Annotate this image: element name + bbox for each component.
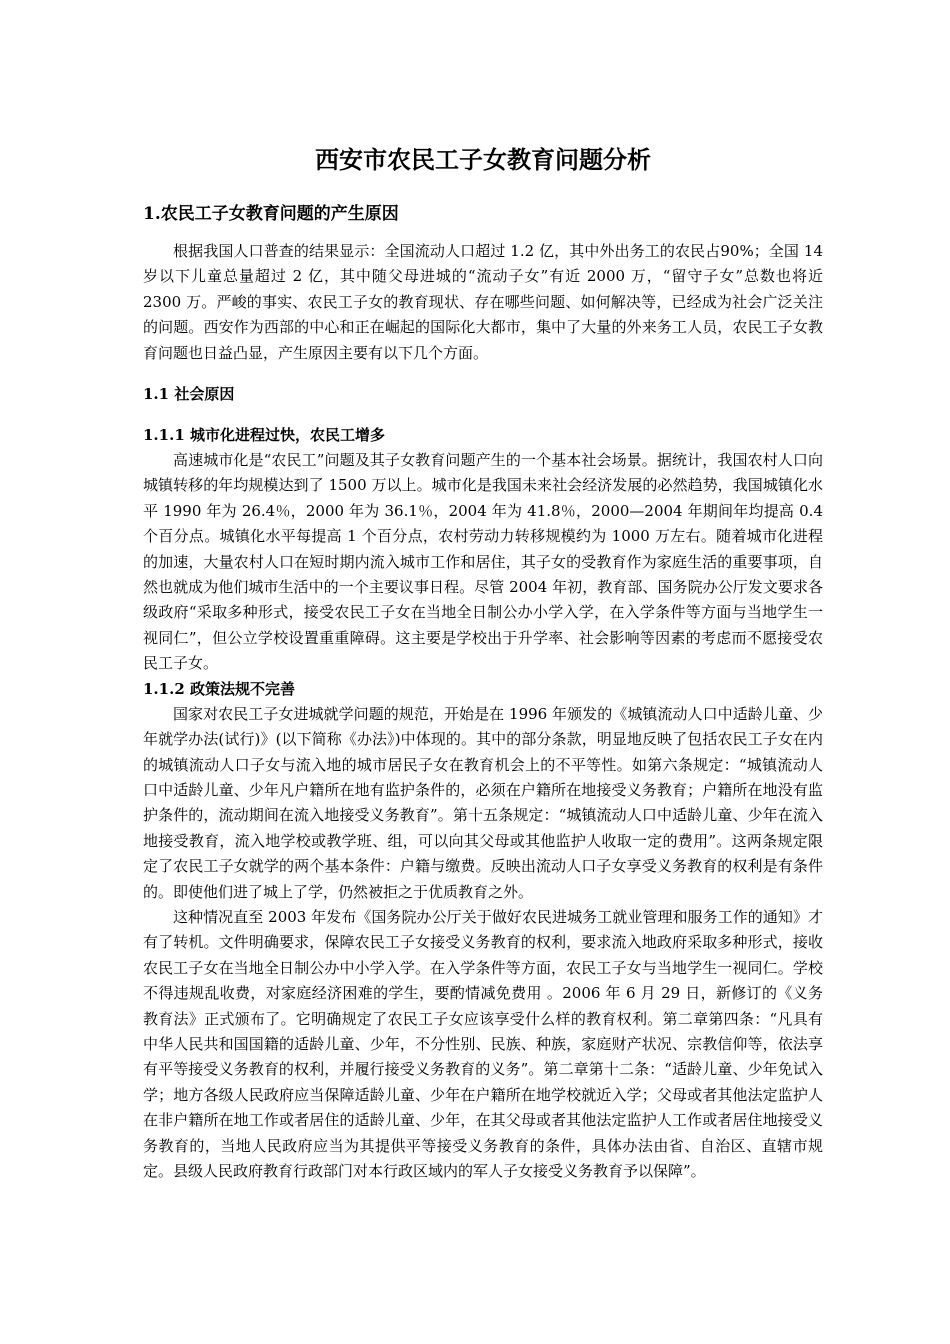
- intro-paragraph: 根据我国人口普查的结果显示：全国流动人口超过 1.2 亿，其中外出务工的农民占90%；全国 14 岁以下儿童总量超过 2 亿，其中随父母进城的“流动子女”有近 2000 万，“留守子女”总数也将近 2300 万。严峻的事实、农民工子女的教育现状、存在哪些问题、如何解决等，已经成为社会广泛关注的问题。西安作为西部的中心和正在崛起的国际化大都市，集中了大量的外来务工人员，农民工子女教育问题也日益凸显，产生原因主要有以下几个方面。: [143, 242, 823, 362]
- policy-paragraph-1: 国家对农民工子女进城就学问题的规范，开始是在 1996 年颁发的《城镇流动人口中适龄儿童、少年就学办法(试行)》(以下简称《办法》)中体现的。其中的部分条款，明显地反映了包括农民工子女在内的城镇流动人口子女与流入地的城市居民子女在教育机会上的不平等性。如第六条规定：“城镇流动人口中适龄儿童、少年凡户籍所在地有监护条件的，必须在户籍所在地接受义务教育；户籍所在地没有监护条件的，流动期间在流入地接受义务教育”。第十五条规定：“城镇流动人口中适龄儿童、少年在流入地接受教育，流入地学校或教学班、组，可以向其父母或其他监护人收取一定的费用”。这两条规定限定了农民工子女就学的两个基本条件：户籍与缴费。反映出流动人口子女享受义务教育的权利是有条件的。即使他们进了城上了学，仍然被拒之于优质教育之外。: [143, 704, 823, 901]
- spacer: [143, 407, 823, 423]
- section-heading-1: 1.农民工子女教育问题的产生原因: [143, 204, 399, 224]
- spacer: [143, 366, 823, 382]
- urbanization-paragraph: 高速城市化是“农民工”问题及其子女教育问题产生的一个基本社会场景。据统计，我国农村人口向城镇转移的年均规模达到了 1500 万以上。城市化是我国未来社会经济发展的必然趋势，我国城镇化水平 1990 年为 26.4％，2000 年为 36.1％，2004 年为 41.8％，2000—2004 年期间年均提高 0.4 个百分点。城镇化水平每提高 1 个百分点，农村劳动力转移规模约为 1000 万左右。随着城市化进程的加速，大量农村人口在短时期内流入城市工作和居住，其子女的受教育作为家庭生活的重要事项，自然也就成为他们城市生活中的一个主要议事日程。尽管 2004 年初，教育部、国务院办公厅发文要求各级政府“采取多种形式，接受农民工子女在当地全日制公办小学入学，在入学条件等方面与当地学生一视同仁”，但公立学校设置重重障碍。这主要是学校出于升学率、社会影响等因素的考虑而不愿接受农民工子女。: [143, 451, 823, 673]
- subsection-heading-1-1: 1.1 社会原因: [143, 385, 235, 404]
- document-page: [143, 140, 823, 1184]
- spacer: [143, 228, 823, 239]
- subsection-heading-1-1-2: 1.1.2 政策法规不完善: [143, 679, 295, 698]
- subsection-heading-1-1-1: 1.1.1 城市化进程过快，农民工增多: [143, 426, 385, 445]
- document-title: 西安市农民工子女教育问题分析: [315, 145, 651, 174]
- policy-paragraph-2: 这种情况直至 2003 年发布《国务院办公厅关于做好农民进城务工就业管理和服务工作的通知》才有了转机。文件明确要求，保障农民工子女接受义务教育的权利，要求流入地政府采取多种形式，接收农民工子女在当地全日制公办中小学入学。在入学条件等方面，农民工子女与当地学生一视同仁。学校不得违规乱收费，对家庭经济困难的学生，要酌情减免费用 。2006 年 6 月 29 日，新修订的《义务教育法》正式颁布了。它明确规定了农民工子女应该享受什么样的教育权利。第二章第四条：“凡具有中华人民共和国国籍的适龄儿童、少年，不分性别、民族、种族，家庭财产状况、宗教信仰等，依法享有平等接受义务教育的权利，并履行接受义务教育的义务”。第二章第十二条：“适龄儿童、少年免试入学；地方各级人民政府应当保障适龄儿童、少年在户籍所在地学校就近入学；父母或者其他法定监护人在非户籍所在地工作或者居住的适龄儿童、少年，在其父母或者其他法定监护人工作或者居住地接受义务教育的，当地人民政府应当为其提供平等接受义务教育的条件，具体办法由省、自治区、直辖市规定。县级人民政府教育行政部门对本行政区域内的军人子女接受义务教育予以保障”。: [143, 907, 823, 1180]
